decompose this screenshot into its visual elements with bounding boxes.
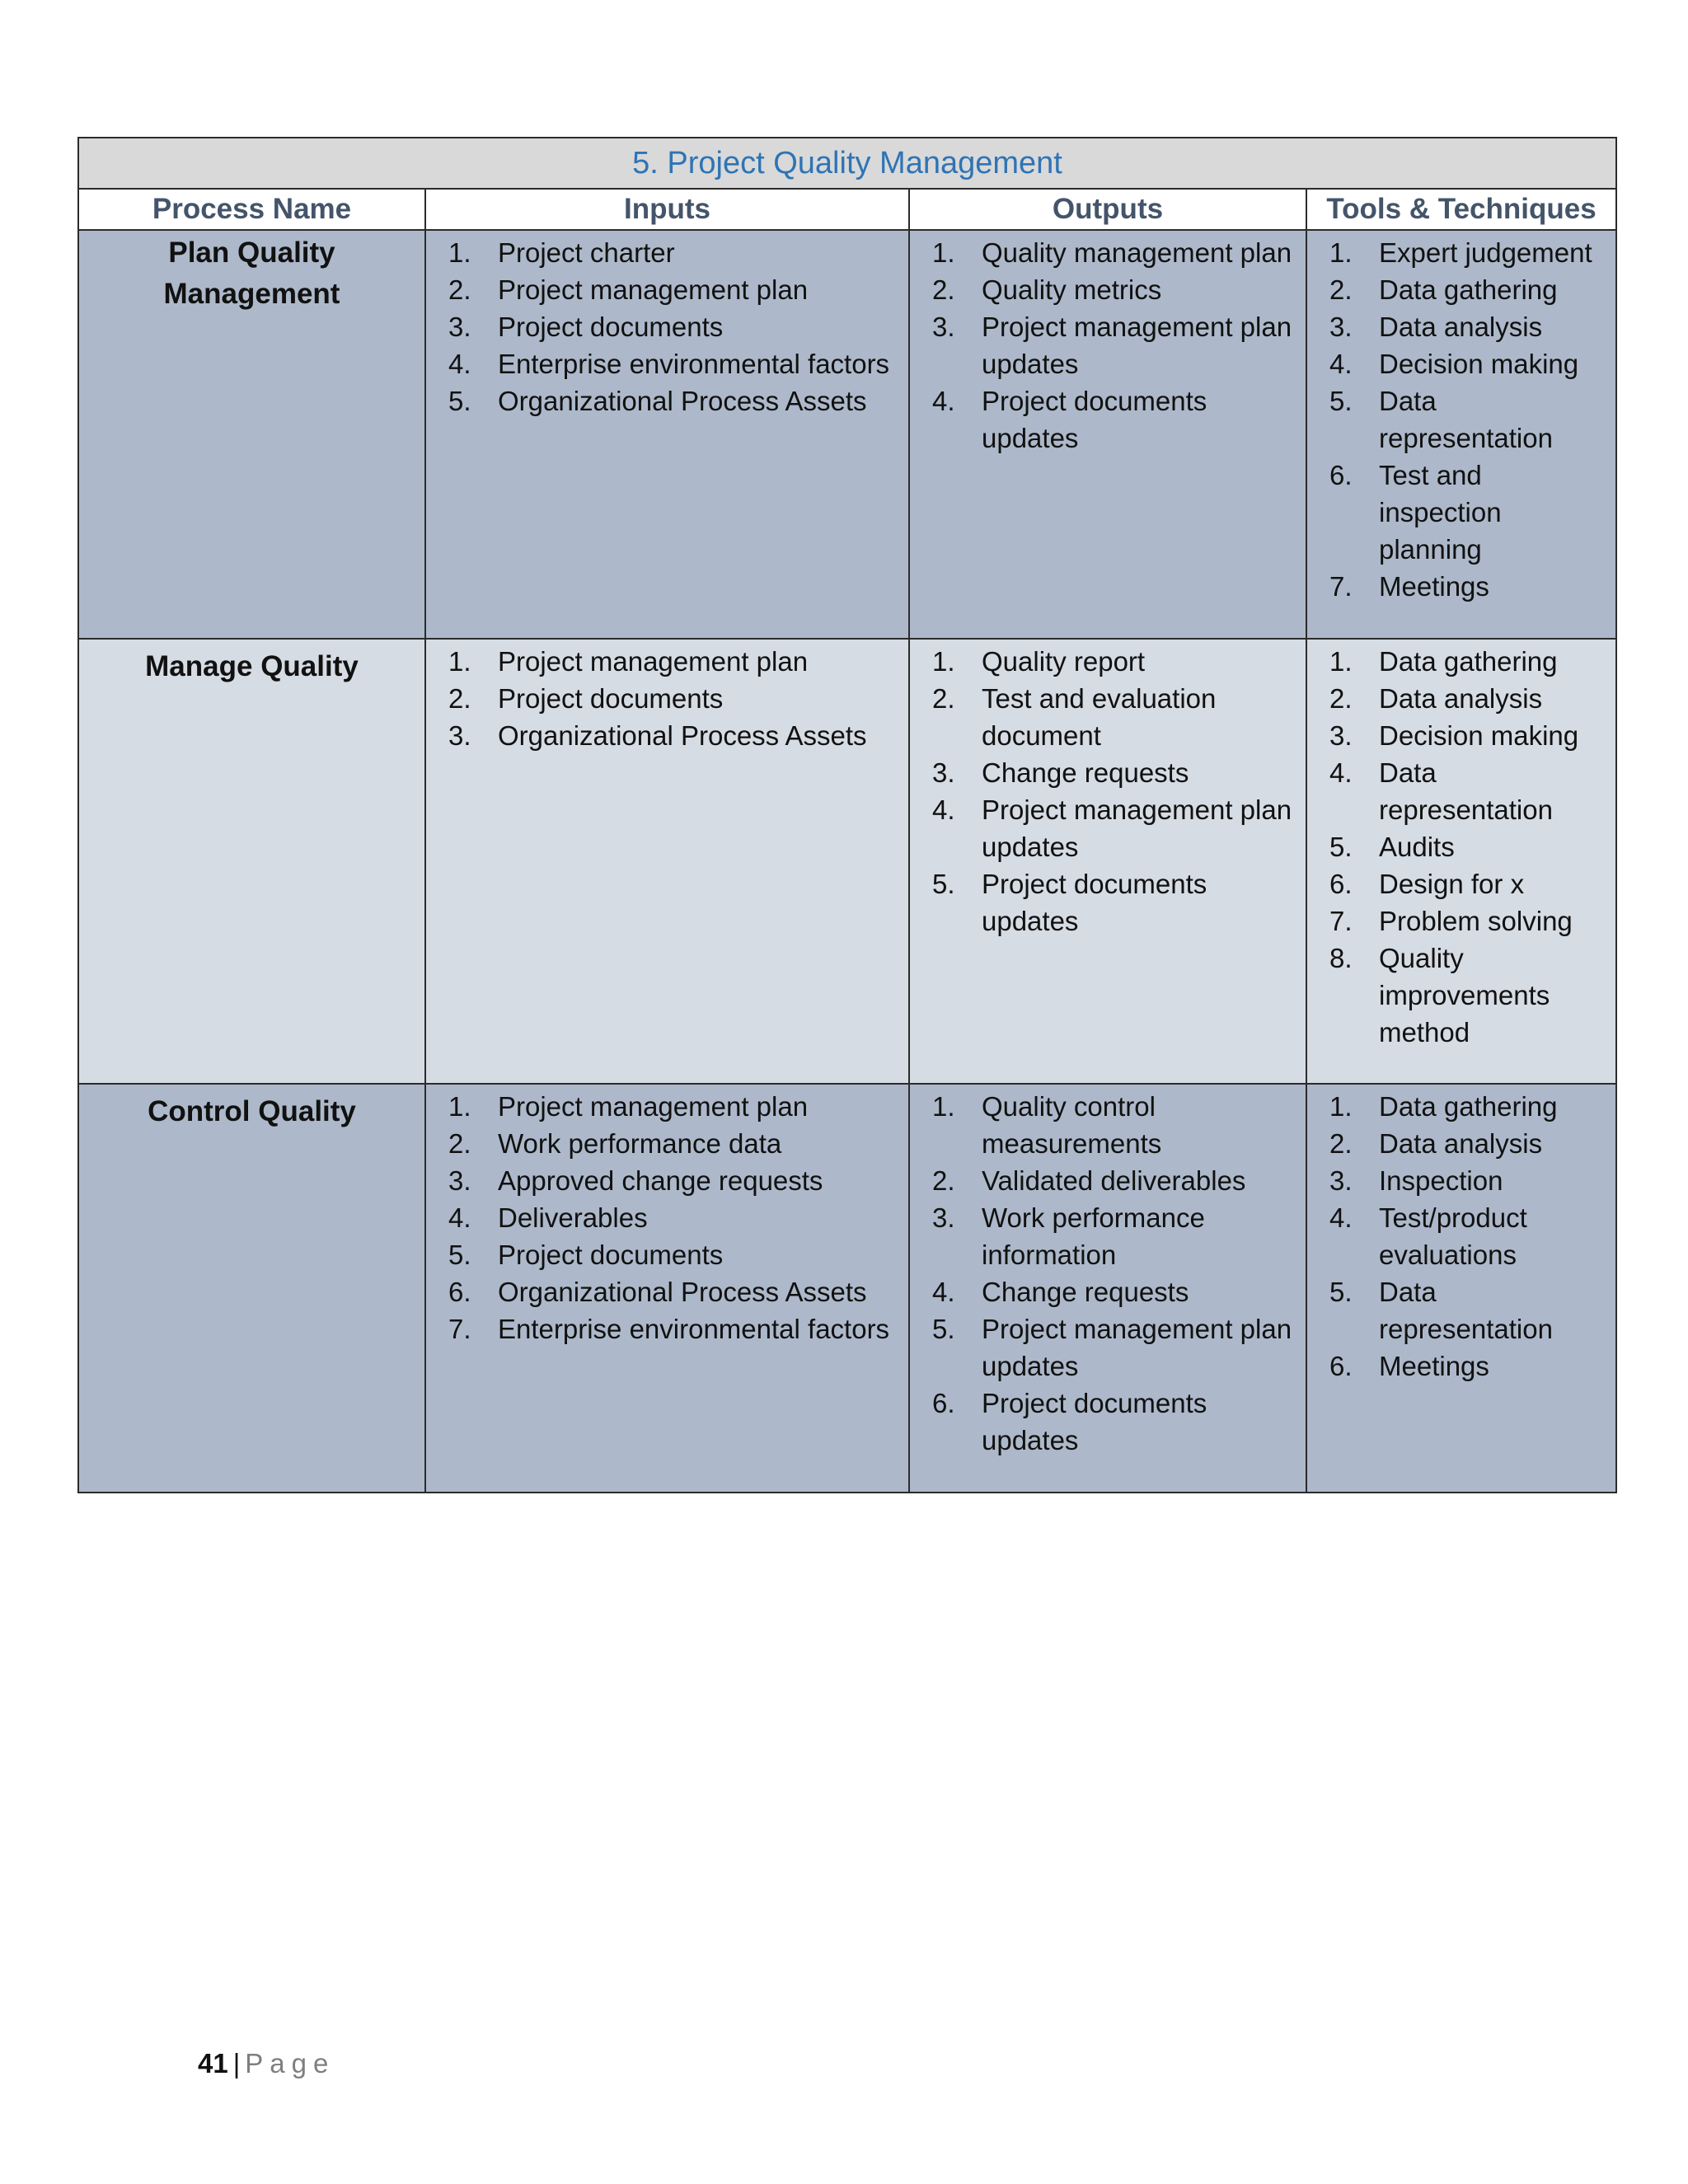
- list-item-number: 3.: [448, 312, 471, 342]
- list-item-text: Expert judgement: [1379, 237, 1592, 268]
- outputs-list: [910, 1088, 1306, 1459]
- list-item-text: Design for x: [1379, 869, 1525, 899]
- list-item-text: Project documents: [498, 312, 724, 342]
- list-item-text: Project management plan updates: [982, 312, 1292, 379]
- list-item-text: Enterprise environmental factors: [498, 349, 890, 379]
- list-item: [910, 271, 1306, 308]
- list-item: [1307, 1162, 1615, 1199]
- list-item-text: Organizational Process Assets: [498, 720, 867, 751]
- list-item: [910, 791, 1306, 865]
- list-item-number: 4.: [448, 349, 471, 379]
- list-item-text: Project management plan updates: [982, 1314, 1292, 1381]
- list-item: [910, 1310, 1306, 1385]
- list-item: [1307, 1199, 1615, 1273]
- list-item-text: Data representation: [1379, 1277, 1553, 1344]
- page-footer: [198, 2047, 335, 2080]
- table-row: [78, 230, 1616, 639]
- list-item-text: Project charter: [498, 237, 675, 268]
- list-item: [426, 643, 908, 680]
- list-item-number: 2.: [448, 274, 471, 305]
- list-item: [426, 382, 908, 419]
- process-name-cell: Control Quality: [78, 1084, 425, 1493]
- list-item: [426, 271, 908, 308]
- list-item-text: Project management plan: [498, 274, 809, 305]
- list-item: [426, 1236, 908, 1273]
- list-item-number: 6.: [448, 1277, 471, 1307]
- list-item-text: Audits: [1379, 832, 1455, 862]
- list-item-text: Organizational Process Assets: [498, 386, 867, 416]
- list-item: [910, 234, 1306, 271]
- list-item: [1307, 1088, 1615, 1125]
- list-item: [426, 1162, 908, 1199]
- outputs-cell: [909, 639, 1306, 1084]
- list-item-text: Test and evaluation document: [982, 683, 1217, 751]
- table-row: [78, 639, 1616, 1084]
- list-item-text: Data analysis: [1379, 312, 1543, 342]
- list-item: [426, 1273, 908, 1310]
- list-item-text: Work performance information: [982, 1202, 1205, 1270]
- footer-separator: |: [232, 2048, 241, 2079]
- list-item: [1307, 1347, 1615, 1385]
- list-item: [910, 308, 1306, 382]
- list-item-number: 1.: [448, 646, 471, 677]
- inputs-list: [426, 1088, 908, 1347]
- list-item-number: 1.: [448, 1091, 471, 1122]
- list-item: [1307, 828, 1615, 865]
- list-item-text: Project documents updates: [982, 1388, 1207, 1455]
- list-item: [1307, 680, 1615, 717]
- list-item-number: 2.: [1329, 274, 1353, 305]
- list-item: [910, 1273, 1306, 1310]
- list-item-text: Change requests: [982, 757, 1189, 788]
- list-item-number: 6.: [1329, 869, 1353, 899]
- list-item-number: 7.: [1329, 906, 1353, 936]
- list-item-text: Deliverables: [498, 1202, 648, 1233]
- list-item: [1307, 1273, 1615, 1347]
- header-outputs: Outputs: [909, 189, 1306, 230]
- inputs-list: [426, 234, 908, 419]
- page-label: Page: [245, 2048, 335, 2079]
- list-item: [426, 680, 908, 717]
- inputs-cell: [425, 1084, 909, 1493]
- list-item-number: 5.: [448, 386, 471, 416]
- list-item: [910, 754, 1306, 791]
- list-item-number: 4.: [932, 386, 955, 416]
- inputs-cell: [425, 639, 909, 1084]
- list-item: [910, 382, 1306, 457]
- list-item-text: Project documents updates: [982, 869, 1207, 936]
- list-item-text: Quality management plan: [982, 237, 1292, 268]
- tools-list: [1307, 643, 1615, 1051]
- table-title: 5. Project Quality Management: [78, 138, 1616, 189]
- list-item-text: Meetings: [1379, 571, 1489, 602]
- list-item-number: 1.: [932, 646, 955, 677]
- list-item-number: 4.: [448, 1202, 471, 1233]
- outputs-list: [910, 234, 1306, 457]
- list-item-text: Quality metrics: [982, 274, 1162, 305]
- list-item-text: Data analysis: [1379, 1128, 1543, 1159]
- list-item-number: 1.: [448, 237, 471, 268]
- list-item-text: Change requests: [982, 1277, 1189, 1307]
- list-item-number: 6.: [1329, 460, 1353, 490]
- list-item: [1307, 568, 1615, 605]
- header-process-name: Process Name: [78, 189, 425, 230]
- list-item-text: Inspection: [1379, 1165, 1503, 1196]
- list-item-number: 3.: [448, 1165, 471, 1196]
- list-item-text: Data representation: [1379, 757, 1553, 825]
- list-item: [426, 308, 908, 345]
- list-item-text: Quality report: [982, 646, 1146, 677]
- list-item: [1307, 754, 1615, 828]
- inputs-list: [426, 643, 908, 754]
- header-inputs: Inputs: [425, 189, 909, 230]
- list-item-text: Project management plan updates: [982, 794, 1292, 862]
- list-item-number: 3.: [932, 312, 955, 342]
- outputs-cell: [909, 230, 1306, 639]
- list-item: [910, 1162, 1306, 1199]
- list-item-number: 2.: [448, 683, 471, 714]
- list-item-number: 5.: [1329, 832, 1353, 862]
- list-item-number: 4.: [932, 1277, 955, 1307]
- list-item-text: Project documents: [498, 1240, 724, 1270]
- list-item-number: 7.: [1329, 571, 1353, 602]
- process-name-cell: Manage Quality: [78, 639, 425, 1084]
- list-item-text: Data gathering: [1379, 646, 1558, 677]
- list-item-number: 8.: [1329, 943, 1353, 973]
- list-item: [1307, 308, 1615, 345]
- list-item-number: 6.: [932, 1388, 955, 1418]
- list-item-text: Enterprise environmental factors: [498, 1314, 890, 1344]
- list-item-number: 3.: [448, 720, 471, 751]
- list-item: [1307, 457, 1615, 568]
- list-item-text: Meetings: [1379, 1351, 1489, 1381]
- list-item: [426, 717, 908, 754]
- list-item-text: Quality improvements method: [1379, 943, 1550, 1047]
- list-item-number: 2.: [1329, 1128, 1353, 1159]
- list-item: [1307, 271, 1615, 308]
- list-item-number: 5.: [448, 1240, 471, 1270]
- list-item-number: 2.: [1329, 683, 1353, 714]
- list-item: [426, 234, 908, 271]
- list-item: [1307, 865, 1615, 902]
- list-item-number: 2.: [932, 683, 955, 714]
- list-item-text: Test and inspection planning: [1379, 460, 1502, 565]
- list-item-text: Approved change requests: [498, 1165, 823, 1196]
- list-item-number: 3.: [1329, 1165, 1353, 1196]
- list-item: [910, 1199, 1306, 1273]
- list-item-text: Project management plan: [498, 1091, 809, 1122]
- list-item-number: 4.: [1329, 349, 1353, 379]
- list-item-text: Data analysis: [1379, 683, 1543, 714]
- list-item-text: Organizational Process Assets: [498, 1277, 867, 1307]
- list-item-number: 1.: [1329, 1091, 1353, 1122]
- list-item: [1307, 1125, 1615, 1162]
- list-item-text: Problem solving: [1379, 906, 1573, 936]
- outputs-list: [910, 643, 1306, 940]
- list-item: [910, 1385, 1306, 1459]
- list-item-number: 3.: [1329, 312, 1353, 342]
- list-item: [910, 643, 1306, 680]
- header-tools: Tools & Techniques: [1306, 189, 1616, 230]
- list-item-text: Project documents: [498, 683, 724, 714]
- tools-cell: [1306, 639, 1616, 1084]
- list-item-text: Project documents updates: [982, 386, 1207, 453]
- list-item: [426, 1199, 908, 1236]
- list-item-number: 2.: [448, 1128, 471, 1159]
- list-item-text: Work performance data: [498, 1128, 782, 1159]
- list-item-number: 1.: [932, 237, 955, 268]
- list-item-number: 1.: [1329, 646, 1353, 677]
- list-item-number: 4.: [932, 794, 955, 825]
- list-item: [910, 1088, 1306, 1162]
- list-item: [1307, 717, 1615, 754]
- list-item-text: Validated deliverables: [982, 1165, 1246, 1196]
- table-row: [78, 1084, 1616, 1493]
- quality-management-table: [77, 137, 1617, 1493]
- tools-cell: [1306, 1084, 1616, 1493]
- list-item-number: 1.: [932, 1091, 955, 1122]
- tools-cell: [1306, 230, 1616, 639]
- list-item: [1307, 382, 1615, 457]
- list-item-text: Decision making: [1379, 349, 1579, 379]
- tools-list: [1307, 234, 1615, 605]
- list-item: [426, 1125, 908, 1162]
- list-item-text: Quality control measurements: [982, 1091, 1162, 1159]
- list-item-number: 2.: [932, 274, 955, 305]
- list-item-number: 5.: [1329, 1277, 1353, 1307]
- list-item-number: 4.: [1329, 1202, 1353, 1233]
- list-item: [426, 1310, 908, 1347]
- outputs-cell: [909, 1084, 1306, 1493]
- list-item: [1307, 345, 1615, 382]
- list-item-number: 5.: [932, 869, 955, 899]
- list-item-text: Data gathering: [1379, 274, 1558, 305]
- list-item: [1307, 643, 1615, 680]
- list-item-number: 3.: [932, 1202, 955, 1233]
- list-item-text: Project management plan: [498, 646, 809, 677]
- inputs-cell: [425, 230, 909, 639]
- list-item-text: Data representation: [1379, 386, 1553, 453]
- list-item: [1307, 940, 1615, 1051]
- tools-list: [1307, 1088, 1615, 1385]
- list-item: [910, 865, 1306, 940]
- list-item: [1307, 902, 1615, 940]
- process-name-cell: Plan Quality Management: [78, 230, 425, 639]
- list-item: [910, 680, 1306, 754]
- list-item-number: 1.: [1329, 237, 1353, 268]
- list-item-number: 3.: [1329, 720, 1353, 751]
- list-item-number: 5.: [1329, 386, 1353, 416]
- list-item-number: 6.: [1329, 1351, 1353, 1381]
- list-item: [1307, 234, 1615, 271]
- list-item-number: 2.: [932, 1165, 955, 1196]
- list-item-text: Test/product evaluations: [1379, 1202, 1527, 1270]
- page-number: 41: [198, 2048, 228, 2079]
- list-item: [426, 1088, 908, 1125]
- list-item-number: 4.: [1329, 757, 1353, 788]
- list-item-text: Data gathering: [1379, 1091, 1558, 1122]
- list-item-number: 5.: [932, 1314, 955, 1344]
- list-item-text: Decision making: [1379, 720, 1579, 751]
- list-item-number: 7.: [448, 1314, 471, 1344]
- list-item-number: 3.: [932, 757, 955, 788]
- list-item: [426, 345, 908, 382]
